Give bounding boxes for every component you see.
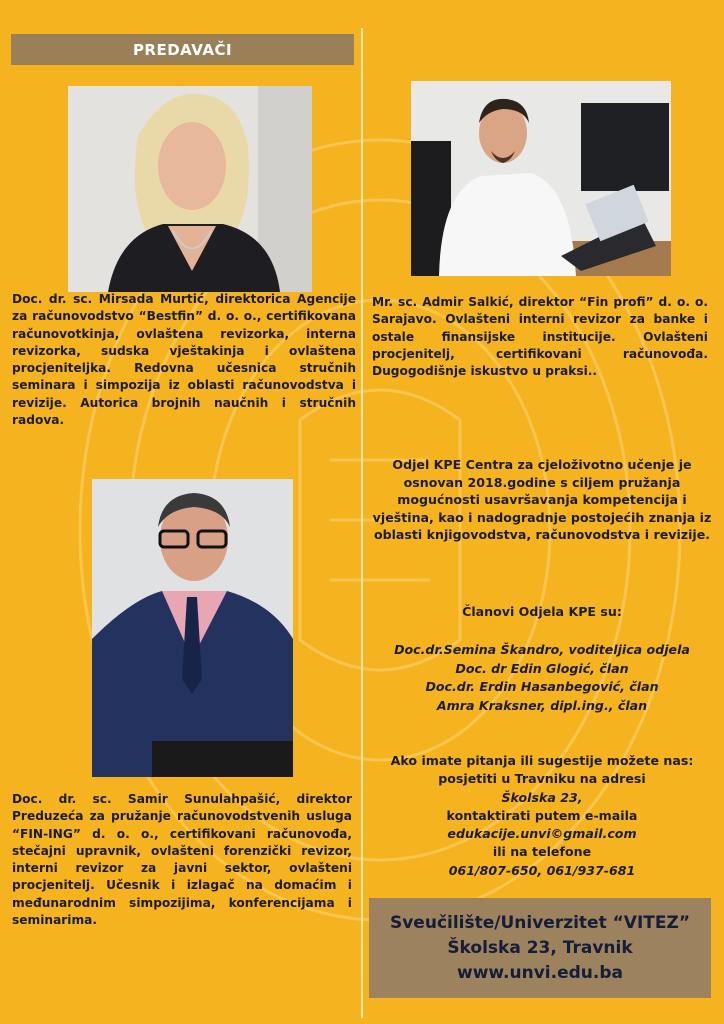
member-item: Doc.dr. Erdin Hasanbegović, član <box>425 679 659 694</box>
member-item: Amra Kraksner, dipl.ing., član <box>436 697 648 713</box>
contact-info <box>366 752 718 880</box>
university-name: Sveučilište/Univerzitet “VITEZ” <box>389 912 690 933</box>
university-website[interactable]: www.unvi.edu.ba <box>457 962 623 983</box>
lecturer-photo-2 <box>411 81 671 276</box>
member-item: Doc.dr.Semina Škandro, voditeljica odjela <box>394 642 690 657</box>
lecturer-photo-3 <box>92 479 293 777</box>
department-description: Odjel KPE Centra za cjeloživotno učenje je osnovan 2018.godine s ciljem pružanja mogućnosti usavršavanja kompetencija i vještina, kao i nadogradnje postojećih znanja iz oblasti knjigovodstva, računovodstva i revizije. <box>372 457 712 542</box>
members-list <box>370 641 714 715</box>
lecturer-photo-1 <box>68 86 312 292</box>
lecturer-bio-3: Doc. dr. sc. Samir Sunulahpašić, direktor Preduzeća za pružanje računovodstvenih usluga “FIN-ING” d. o. o., certifikovani računovođa, stečajni upravnik, ovlašteni forenzički revizor, interni revizor za javni sektor, ovlašteni procjenitelj. Učesnik i izlagač na domaćim i međunarodnim simpozijima, konferencijama i seminarima. <box>12 792 352 928</box>
members-heading: Članovi Odjela KPE su: <box>462 604 622 619</box>
contact-intro: Ako imate pitanja ili sugestije možete nas: <box>390 753 694 768</box>
contact-email[interactable]: edukacije.unvi©gmail.com <box>447 826 637 842</box>
section-title: PREDAVAČI <box>11 34 354 65</box>
column-divider <box>361 28 363 1018</box>
contact-phone-label: ili na telefone <box>492 844 592 860</box>
contact-phones[interactable]: 061/807-650, 061/937-681 <box>448 862 636 878</box>
lecturer-bio-2: Mr. sc. Admir Salkić, direktor “Fin profi” d. o. o. Sarajavo. Ovlašteni interni revizor za banke i ostale finansijske institucije. Ovlašteni procjenitelj, certifikovani računovođa. Dugogodišnje iskustvo u praksi.. <box>372 295 708 379</box>
university-address: Školska 23, Travnik <box>447 937 633 958</box>
university-footer <box>369 898 711 998</box>
lecturer-bio-1: Doc. dr. sc. Mirsada Murtić, direktorica Agencije za računovodstvo “Bestfin” d. o. o., certifikovana računovotkinja, ovlaštena revizorka, interna revizorka, sudska vještakinja i ovlaštena procjeniteljka. Redovna učesnica stručnih seminara i simpozija iz oblasti računovodstva i revizije. Autorica brojnih naučnih i stručnih radova. <box>12 292 356 428</box>
contact-email-label: kontaktirati putem e-maila <box>446 807 638 823</box>
contact-visit: posjetiti u Travniku na adresi <box>438 771 646 787</box>
member-item: Doc. dr Edin Glogić, član <box>455 660 629 676</box>
contact-address: Školska 23, <box>501 789 583 805</box>
